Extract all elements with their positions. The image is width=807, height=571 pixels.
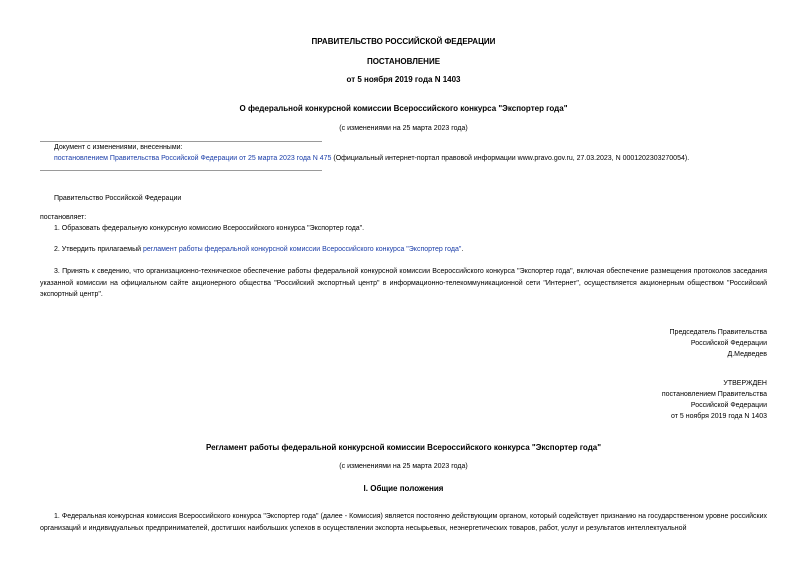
signature-position: Председатель Правительства <box>669 329 767 336</box>
decides-line: постановляет: <box>40 214 87 221</box>
header-doc-type: ПОСТАНОВЛЕНИЕ <box>366 57 441 66</box>
approved-label: УТВЕРЖДЕН <box>723 380 767 387</box>
header-org: ПРАВИТЕЛЬСТВО РОССИЙСКОЙ ФЕДЕРАЦИИ <box>311 37 496 46</box>
reglament-link[interactable]: регламент работы федеральной конкурсной комиссии Всероссийского конкурса "Экспортер года" <box>142 246 462 253</box>
amending-act-source: (Официальный интернет-портал правовой информации www.pravo.gov.ru, 27.03.2023, N 0001202303270054). <box>331 155 690 162</box>
amending-act-link[interactable]: постановлением Правительства Российской Федерации от 25 марта 2023 года N 475 <box>54 155 332 162</box>
changes-box-entry <box>54 154 689 164</box>
paragraph-3: 3. Принять к сведению, что организационно-техническое обеспечение работы федеральной конкурсной комиссии Всероссийского конкурса "Экспортер года", включая обеспечение размещения протоколов заседания указанной комиссии на официальном сайте акционерного общества "Российский экспортный центр" в информационно-телекоммуникационной сети "Интернет", осуществляется акционерным обществом "Российский экспортный центр". <box>40 268 767 298</box>
reglament-amendment-note: (с изменениями на 25 марта 2023 года) <box>339 463 468 470</box>
government-line: Правительство Российской Федерации <box>54 195 182 202</box>
paragraph-1: 1. Образовать федеральную конкурсную комиссию Всероссийского конкурса "Экспортер года". <box>54 225 365 232</box>
amendment-note: (с изменениями на 25 марта 2023 года) <box>339 125 468 132</box>
paragraph-2: 2. Утвердить прилагаемый регламент работы федеральной конкурсной комиссии Всероссийского конкурса "Экспортер года". <box>54 246 464 253</box>
header-date-number: от 5 ноября 2019 года N 1403 <box>346 75 461 84</box>
document-title: О федеральной конкурсной комиссии Всероссийского конкурса "Экспортер года" <box>239 104 568 113</box>
changes-box-top-rule <box>40 141 322 142</box>
section-heading: I. Общие положения <box>363 484 444 493</box>
approved-country: Российской Федерации <box>690 402 767 409</box>
approved-date: от 5 ноября 2019 года N 1403 <box>671 413 767 420</box>
reglament-title: Регламент работы федеральной конкурсной комиссии Всероссийского конкурса "Экспортер года" <box>205 443 602 452</box>
approved-by: постановлением Правительства <box>661 391 767 398</box>
signature-country: Российской Федерации <box>690 340 767 347</box>
signature-name: Д.Медведев <box>727 351 767 358</box>
changes-box-bottom-rule <box>40 170 322 171</box>
changes-box-intro: Документ с изменениями, внесенными: <box>54 144 183 151</box>
reglament-paragraph-1: 1. Федеральная конкурсная комиссия Всероссийского конкурса "Экспортер года" (далее - Комиссия) является постоянно действующим органом, который содействует признанию на государственном уровне российских организаций и индивидуальных предпринимателей, достигших наибольших успехов в осуществлении экспорта несырьевых, неэнергетических товаров, работ, услуг и результатов интеллектуальной <box>40 513 767 532</box>
